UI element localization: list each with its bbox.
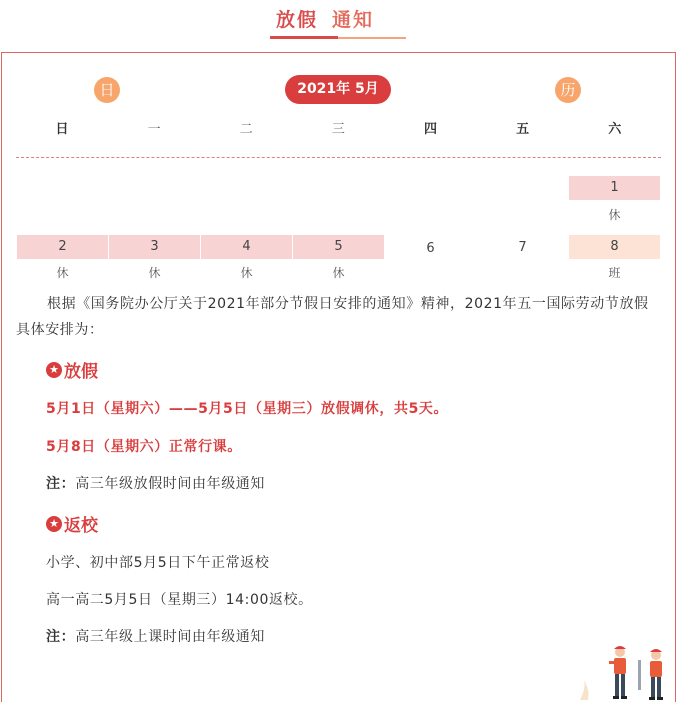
month-label: 2021年 5月 [285, 75, 391, 104]
day-cell[interactable]: 8 [569, 235, 660, 259]
weekday-mon: 一 [147, 122, 161, 137]
worker-helmet [650, 649, 662, 652]
worker-vest [650, 661, 662, 677]
day-cell[interactable]: 4 [201, 235, 292, 259]
day-tag: 班 [608, 266, 621, 280]
holiday-line-2: 5月8日（星期六）正常行课。 [46, 439, 242, 455]
calendar-badge-left: 日 [94, 77, 120, 103]
day-tag: 休 [56, 266, 69, 280]
tool-pole [638, 660, 641, 690]
day-cell[interactable]: 7 [518, 240, 527, 255]
day-cell[interactable]: 1 [569, 176, 660, 200]
worker-vest [614, 658, 626, 674]
note-text: 高三年级上课时间由年级通知 [75, 629, 266, 645]
worker-helmet [614, 646, 626, 649]
return-note [46, 626, 265, 646]
holiday-title-text: 放假 [64, 362, 98, 382]
tab-bar [270, 6, 380, 34]
day-tag: 休 [240, 266, 253, 280]
worker-leg [657, 677, 661, 697]
holiday-section-title [46, 357, 98, 382]
weekday-header [16, 118, 661, 137]
day-tag: 休 [608, 208, 621, 222]
tab-holiday[interactable]: 放假 [276, 9, 319, 31]
calendar-divider [16, 157, 661, 158]
header [0, 0, 677, 42]
notice-intro: 根据《国务院办公厅关于2021年部分节假日安排的通知》精神，2021年五一国际劳动节放假具体安排为： [16, 296, 649, 338]
tab-underline-active [270, 36, 338, 39]
star-icon: ★ [46, 362, 62, 378]
star-icon: ★ [46, 516, 62, 532]
day-cell[interactable]: 2 [17, 235, 108, 259]
weekday-wed: 三 [331, 122, 345, 137]
weekday-thu: 四 [424, 122, 438, 137]
worker-arm [609, 661, 615, 664]
worker-leg [615, 674, 619, 696]
day-cell[interactable]: 6 [426, 241, 435, 256]
worker-shoe [621, 696, 627, 699]
worker-shoe [657, 697, 663, 700]
weekday-fri: 五 [516, 122, 530, 137]
leaf-decoration [580, 680, 589, 700]
holiday-line-1: 5月1日（星期六）——5月5日（星期三）放假调休，共5天。 [46, 401, 449, 417]
return-section-title [46, 511, 98, 536]
day-tag: 休 [148, 266, 161, 280]
tab-underline-inactive [338, 37, 406, 39]
return-line-1: 小学、初中部5月5日下午正常返校 [46, 555, 270, 571]
holiday-note [46, 473, 265, 493]
weekday-sat: 六 [608, 122, 622, 137]
workers-illustration [578, 640, 677, 702]
weekday-tue: 二 [239, 122, 253, 137]
worker-shoe [613, 696, 619, 699]
day-cell[interactable]: 3 [109, 235, 200, 259]
day-tag: 休 [332, 266, 345, 280]
note-lead: 注： [46, 629, 76, 645]
note-lead: 注： [46, 476, 76, 492]
weekday-sun: 日 [55, 122, 69, 137]
worker-shoe [649, 697, 655, 700]
calendar-badge-right: 历 [555, 77, 581, 103]
return-title-text: 返校 [64, 516, 98, 536]
note-text: 高三年级放假时间由年级通知 [75, 476, 266, 492]
return-line-2: 高一高二5月5日（星期三）14:00返校。 [46, 592, 313, 608]
tab-notice[interactable]: 通知 [332, 9, 375, 31]
worker-leg [651, 677, 655, 697]
day-cell[interactable]: 5 [293, 235, 384, 259]
worker-leg [621, 674, 625, 696]
